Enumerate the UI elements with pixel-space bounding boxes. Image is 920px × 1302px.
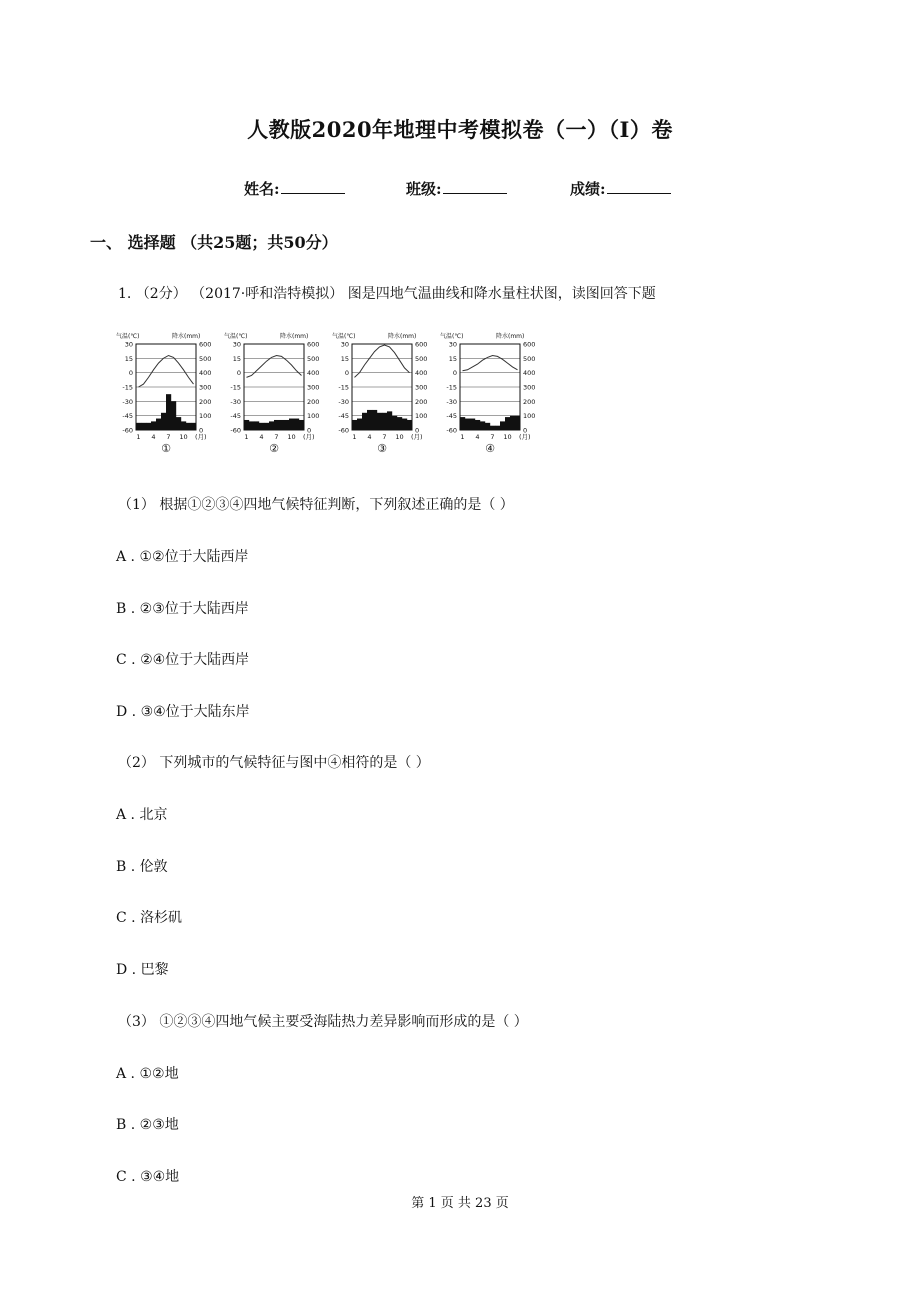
chart-3-temp-header: 气温(℃) — [332, 333, 356, 340]
chart-2-precip-tick: 500 — [307, 354, 320, 363]
chart-4-precip-bar — [480, 421, 485, 430]
chart-1-precip-bar — [156, 419, 161, 430]
climate-charts-figure — [114, 330, 546, 458]
chart-1-precip-tick: 400 — [199, 369, 212, 378]
chart-4-temp-tick: -60 — [446, 426, 457, 435]
chart-3-month-tick: 10 — [395, 433, 404, 441]
chart-4-temp-tick: -45 — [446, 412, 457, 421]
chart-2-precip-header: 降水(mm) — [280, 333, 309, 340]
chart-1-precip-bar — [151, 421, 156, 430]
chart-3-precip-bar — [357, 419, 362, 430]
climate-charts — [114, 330, 546, 458]
chart-2-precip-bar — [259, 423, 264, 430]
chart-4-precip-bar — [460, 417, 465, 430]
chart-2-precip-tick: 200 — [307, 397, 320, 406]
chart-2-temp-header: 气温(℃) — [224, 333, 248, 340]
chart-2-month-tick: 1 — [244, 433, 249, 441]
chart-3-precip-bar — [397, 417, 402, 430]
chart-4-precip-bar — [470, 419, 475, 430]
chart-2-precip-bar — [264, 423, 269, 430]
chart-2-temp-tick: -30 — [230, 397, 241, 406]
subq1-option-d[interactable]: D . ③④位于大陆东岸 — [116, 704, 250, 720]
chart-4-month-tick: 10 — [503, 433, 512, 441]
chart-4-precip-bar — [495, 426, 500, 430]
chart-2-month-tick: 10 — [287, 433, 296, 441]
chart-2-label: ② — [269, 442, 279, 455]
chart-1-precip-tick: 200 — [199, 397, 212, 406]
chart-2-temp-tick: -60 — [230, 426, 241, 435]
chart-4-precip-tick: 0 — [523, 426, 528, 435]
chart-1-precip-tick: 0 — [199, 426, 204, 435]
chart-2-month-unit: (月) — [303, 433, 315, 441]
question-1-stem: 1. （2分） （2017·呼和浩特模拟） 图是四地气温曲线和降水量柱状图，读图回答下题 — [118, 286, 656, 302]
chart-4-precip-tick: 400 — [523, 369, 536, 378]
score-field — [570, 178, 671, 199]
chart-2-precip-tick: 600 — [307, 340, 320, 349]
chart-2-precip-tick: 300 — [307, 383, 320, 392]
chart-1-precip-tick: 100 — [199, 412, 212, 421]
chart-4-temp-tick: 0 — [452, 369, 457, 378]
subquestion-2-stem: （2） 下列城市的气候特征与图中④相符的是（ ） — [118, 755, 430, 771]
chart-1-temp-tick: -15 — [122, 383, 133, 392]
chart-3-precip-tick: 100 — [415, 412, 428, 421]
chart-2-precip-tick: 400 — [307, 369, 320, 378]
page-footer: 第 1 页 共 23 页 — [411, 1196, 509, 1211]
chart-3-precip-header: 降水(mm) — [388, 333, 417, 340]
chart-3-temp-tick: -60 — [338, 426, 349, 435]
chart-3-precip-bar — [377, 413, 382, 430]
chart-3-precip-bar — [387, 411, 392, 430]
chart-4-temp-tick: -30 — [446, 397, 457, 406]
chart-4-precip-bar — [490, 426, 495, 430]
chart-1-temp-tick: -30 — [122, 397, 133, 406]
chart-1-precip-tick: 300 — [199, 383, 212, 392]
subquestion-3-stem: （3） ①②③④四地气候主要受海陆热力差异影响而形成的是（ ） — [118, 1014, 528, 1030]
chart-2-precip-bar — [294, 419, 299, 430]
subq1-option-a[interactable]: A . ①②位于大陆西岸 — [116, 549, 249, 565]
chart-2-precip-bar — [244, 420, 249, 430]
chart-1-precip-tick: 500 — [199, 354, 212, 363]
chart-3-temp-tick: -45 — [338, 412, 349, 421]
chart-2-precip-tick: 0 — [307, 426, 312, 435]
class-label: 班级: — [406, 180, 442, 198]
chart-3-precip-bar — [362, 413, 367, 430]
chart-1-month-tick: 10 — [179, 433, 188, 441]
chart-3-precip-tick: 600 — [415, 340, 428, 349]
chart-3-temp-tick: -30 — [338, 397, 349, 406]
subq2-option-a[interactable]: A . 北京 — [116, 807, 168, 823]
chart-2-precip-bar — [254, 421, 259, 430]
chart-3-temp-tick: 0 — [344, 369, 349, 378]
chart-3-precip-tick: 200 — [415, 397, 428, 406]
chart-1-temp-tick: 0 — [128, 369, 133, 378]
chart-2-precip-bar — [289, 419, 294, 430]
chart-4-temp-tick: -15 — [446, 383, 457, 392]
class-blank[interactable] — [443, 178, 507, 194]
chart-2-month-tick: 4 — [259, 433, 264, 441]
chart-1-precip-header: 降水(mm) — [172, 333, 201, 340]
chart-3-precip-bar — [407, 420, 412, 430]
subq2-option-d[interactable]: D . 巴黎 — [116, 962, 169, 978]
chart-2-precip-bar — [269, 421, 274, 430]
chart-1-precip-bar — [136, 423, 141, 430]
chart-3-temp-tick: 15 — [340, 354, 349, 363]
chart-3-temp-tick: -15 — [338, 383, 349, 392]
subq3-option-a[interactable]: A . ①②地 — [116, 1066, 179, 1082]
score-blank[interactable] — [607, 178, 671, 194]
chart-3-precip-tick: 0 — [415, 426, 420, 435]
chart-2-temp-tick: 30 — [232, 340, 241, 349]
chart-3-month-tick: 1 — [352, 433, 357, 441]
chart-3-precip-bar — [382, 413, 387, 430]
chart-3-precip-bar — [372, 410, 377, 430]
chart-3-precip-tick: 500 — [415, 354, 428, 363]
chart-3-precip-bar — [352, 420, 357, 430]
chart-3-precip-tick: 300 — [415, 383, 428, 392]
subquestion-1-stem: （1） 根据①②③④四地气候特征判断，下列叙述正确的是（ ） — [118, 497, 514, 513]
chart-4-precip-tick: 100 — [523, 412, 536, 421]
chart-3-precip-tick: 400 — [415, 369, 428, 378]
chart-4-precip-tick: 200 — [523, 397, 536, 406]
chart-3-precip-bar — [367, 410, 372, 430]
chart-4-precip-tick: 500 — [523, 354, 536, 363]
chart-4-precip-bar — [510, 416, 515, 430]
chart-4-label: ④ — [485, 442, 495, 455]
chart-3-month-tick: 7 — [382, 433, 387, 441]
chart-1-month-tick: 7 — [166, 433, 171, 441]
chart-4-temp-line — [463, 356, 518, 371]
class-field — [406, 178, 507, 199]
name-blank[interactable] — [281, 178, 345, 194]
chart-1-precip-bar — [191, 423, 196, 430]
chart-2-temp-tick: -15 — [230, 383, 241, 392]
chart-4-month-unit: (月) — [519, 433, 531, 441]
chart-4-temp-tick: 30 — [448, 340, 457, 349]
chart-1-precip-bar — [166, 394, 171, 430]
subq2-option-c[interactable]: C . 洛杉矶 — [116, 910, 183, 926]
page-title: 人教版2020年地理中考模拟卷（一）（I）卷 — [247, 117, 673, 142]
chart-2-precip-bar — [284, 420, 289, 430]
chart-1-month-unit: (月) — [195, 433, 207, 441]
chart-4-precip-bar — [505, 417, 510, 430]
score-label: 成绩: — [570, 180, 606, 198]
chart-2-precip-bar — [249, 421, 254, 430]
chart-2-temp-line — [247, 356, 302, 378]
chart-2-precip-bar — [299, 420, 304, 430]
name-field — [244, 178, 345, 199]
chart-1-precip-tick: 600 — [199, 340, 212, 349]
chart-2-temp-tick: -45 — [230, 412, 241, 421]
chart-1-month-tick: 1 — [136, 433, 141, 441]
name-label: 姓名: — [244, 180, 280, 198]
chart-3-month-tick: 4 — [367, 433, 372, 441]
chart-1-temp-tick: -45 — [122, 412, 133, 421]
chart-1-month-tick: 4 — [151, 433, 156, 441]
chart-3-precip-bar — [392, 416, 397, 430]
chart-4-precip-tick: 600 — [523, 340, 536, 349]
chart-2-precip-bar — [279, 420, 284, 430]
chart-2-precip-tick: 100 — [307, 412, 320, 421]
chart-4-precip-bar — [500, 421, 505, 430]
chart-4-precip-header: 降水(mm) — [496, 333, 525, 340]
chart-3-temp-tick: 30 — [340, 340, 349, 349]
chart-1-precip-bar — [161, 413, 166, 430]
chart-4-precip-bar — [485, 423, 490, 430]
subq1-option-b[interactable]: B . ②③位于大陆西岸 — [116, 601, 249, 617]
subq2-option-b[interactable]: B . 伦敦 — [116, 859, 168, 875]
chart-1-temp-tick: -60 — [122, 426, 133, 435]
chart-4-month-tick: 7 — [490, 433, 495, 441]
chart-4-temp-header: 气温(℃) — [440, 333, 464, 340]
chart-1-temp-line — [139, 356, 194, 388]
chart-2-temp-tick: 0 — [236, 369, 241, 378]
chart-4-precip-tick: 300 — [523, 383, 536, 392]
chart-1-temp-tick: 30 — [124, 340, 133, 349]
chart-1-precip-bar — [181, 421, 186, 430]
section-heading: 一、 选择题 （共25题；共50分） — [90, 233, 338, 252]
chart-1-temp-tick: 15 — [124, 354, 133, 363]
subq3-option-c[interactable]: C . ③④地 — [116, 1169, 180, 1185]
chart-1-precip-bar — [171, 401, 176, 430]
chart-3-label: ③ — [377, 442, 387, 455]
chart-1-precip-bar — [186, 423, 191, 430]
subq3-option-b[interactable]: B . ②③地 — [116, 1117, 179, 1133]
subq1-option-c[interactable]: C . ②④位于大陆西岸 — [116, 652, 250, 668]
chart-4-month-tick: 4 — [475, 433, 480, 441]
chart-1-temp-header: 气温(℃) — [116, 333, 140, 340]
chart-4-month-tick: 1 — [460, 433, 465, 441]
chart-1-precip-bar — [176, 417, 181, 430]
chart-4-temp-tick: 15 — [448, 354, 457, 363]
chart-2-temp-tick: 15 — [232, 354, 241, 363]
chart-4-precip-bar — [515, 416, 520, 430]
chart-1-precip-bar — [141, 423, 146, 430]
chart-1-label: ① — [161, 442, 171, 455]
chart-3-month-unit: (月) — [411, 433, 423, 441]
chart-4-precip-bar — [465, 419, 470, 430]
chart-3-precip-bar — [402, 419, 407, 430]
chart-2-precip-bar — [274, 420, 279, 430]
chart-2-month-tick: 7 — [274, 433, 279, 441]
chart-1-precip-bar — [146, 423, 151, 430]
chart-4-precip-bar — [475, 420, 480, 430]
